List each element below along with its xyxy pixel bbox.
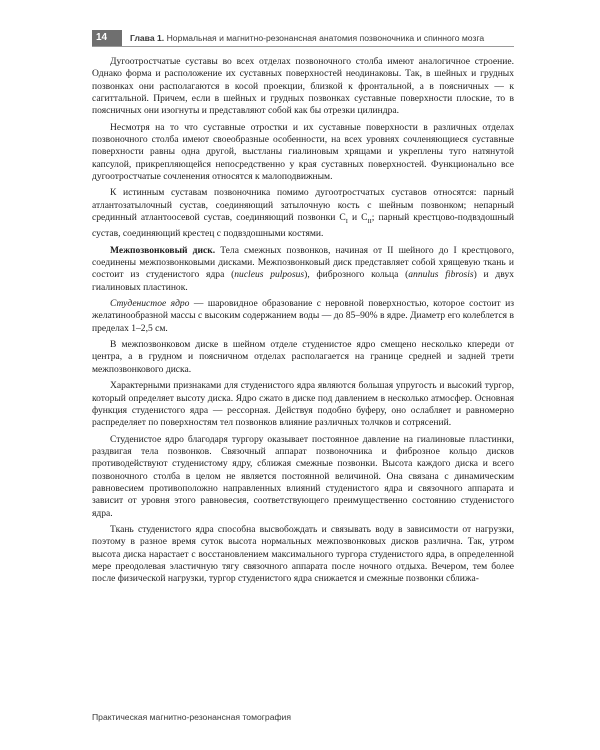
running-head-title — [122, 33, 484, 43]
paragraph-nucleus-pressure: Студенистое ядро благодаря тургору оказывает постоянное давление на гиалиновые пластинки, раздвигая тела позвонков. Связочный аппарат позвоночника и фиброзное кольцо дисков противодействуют студенистому ядру, сближая смежные позвонки. Высота каждого диска и всего позвоночного столба в целом не является постоянной величиной. Она связана с динамическим равновесием противоположно направленных влияний студенистого ядра и связочного аппарата и зависит от уровня этого равновесия, соответствующего преимущественно состоянию студенистого ядра. — [92, 433, 514, 519]
latin-term: nucleus pulposus — [234, 269, 305, 281]
running-footer: Практическая магнитно-резонансная томография — [92, 712, 291, 722]
body-text — [92, 56, 514, 590]
chapter-label: Глава 1. — [130, 33, 165, 43]
paragraph-nucleus-properties: Характерными признаками для студенистого ядра являются большая упругость и высокий тургор, который определяет высоту диска. Ядро сжато в диске под давлением в несколько атмосфер. Основная функция студенистого ядра — рессорная. Действуя подобно буферу, оно ослабляет и равномерно распределяет по поверхностям тел позвонков влияние различных толчков и сотрясений. — [92, 380, 514, 429]
paragraph-nucleus-definition: Студенистое ядро — шаровидное образование с неровной поверхностью, которое состоит из желатинообразной массы с высоким содержанием воды — до 85–90% в ядре. Диаметр его колеблется в пределах 1–2,5 см. — [92, 298, 515, 334]
paragraph-facet-joints-structure: Несмотря на то что суставные отростки и их суставные поверхности в различных отделах позвоночного столба имеют своеобразные особенности, на всех уровнях сочленяющиеся суставные поверхности равны одна другой, выстланы гиалиновым хрящами и укреплены туго натянутой капсулой, прикрепляющейся непосредственно у края суставных поверхностей. Функционально все дугоотростчатые сочленения относятся к малоподвижным. — [92, 121, 514, 183]
term-nucleus: Студенистое ядро — [110, 298, 190, 310]
section-heading-disc: Межпозвонковый диск. — [110, 244, 216, 256]
latin-term: annulus fibrosis — [408, 269, 474, 281]
paragraph-intervertebral-disc: Межпозвонковый диск. Тела смежных позвонков, начиная от II шейного до I крестцового, соединены межпозвонковыми дисками. Межпозвонковый диск представляет собой хрящевую ткань и состоит из студенистого ядра (nucleus pulposus), фиброзного кольца (annulus fibrosis) и двух гиалиновых пластинок. — [92, 244, 515, 293]
paragraph-true-joints: К истинным суставам позвоночника помимо дугоотростчатых суставов относятся: парный атлантозатылочный сустав, соединяющий затылочную кость с шейным позвонком; непарный срединный атлантоосевой сустав, соединяющий позвонки $C_I$ и $C_{II}$; парный крестцово-подвздошный сустав, соединяющий крестец с подвздошными костями. — [92, 187, 514, 240]
running-header — [92, 30, 514, 47]
chapter-title: Нормальная и магнитно-резонансная анатомия позвоночника и спинного мозга — [166, 33, 485, 43]
paragraph-disc-height: Ткань студенистого ядра способна высвобождать и связывать воду в зависимости от нагрузки, поэтому в разное время суток высота нормальных межпозвонковых дисков различна. Так, утром высота диска нарастает с восстановлением максимального тургора студенистого ядра, в определенной мере преодолевая эластичную тягу связочного аппарата после ночного отдыха. Вечером, тем более после физической нагрузки, тургор студенистого ядра снижается и смежные позвонки сближа- — [92, 523, 514, 585]
page-number: 14 — [92, 30, 122, 46]
paragraph-nucleus-position: В межпозвонковом диске в шейном отделе студенистое ядро смещено несколько кпереди от центра, а в грудном и поясничном отделах располагается на границе средней и задней трети межпозвонкового диска. — [92, 339, 514, 375]
paragraph-facet-joints-shape: Дугоотростчатые суставы во всех отделах позвоночного столба имеют аналогичное строение. Однако форма и расположение их суставных поверхностей неодинаковы. Так, в шейных и грудных позвонках они располагаются в косой проекции, близкой к фронтальной, а в поясничных — к сагиттальной. Причем, если в шейных и грудных позвонках суставные поверхности плоские, то в поясничных они изогнуты и представляют собой как бы отрезки цилиндра. — [92, 56, 514, 117]
